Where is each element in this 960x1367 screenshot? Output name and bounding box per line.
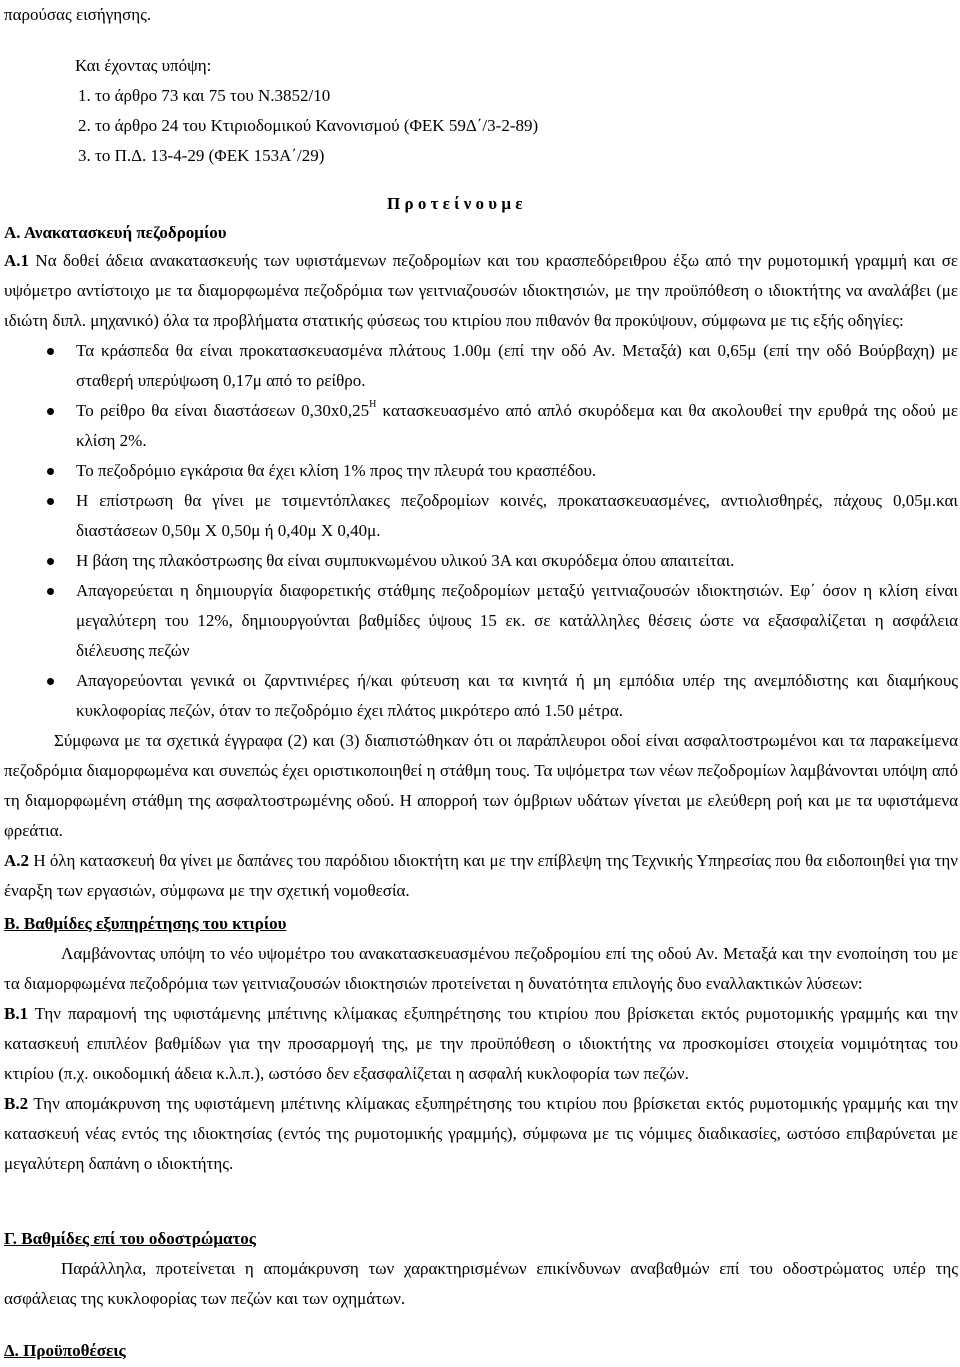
section-d-title: Δ. Προϋποθέσεις	[4, 1341, 126, 1360]
considering-heading: Και έχοντας υπόψη:	[75, 56, 212, 75]
b2-paragraph	[4, 1089, 958, 1179]
bullet-icon	[47, 348, 54, 355]
list-item: Η επίστρωση θα γίνει με τσιμεντόπλακες πεζοδρομίων κοινές, προκατασκευασμένες, αντιολισθηρές, πάχους 0,05μ.και διαστάσεων 0,50μ Χ 0,50μ ή 0,40μ Χ 0,40μ.	[4, 486, 958, 546]
list-item: Το πεζοδρόμιο εγκάρσια θα έχει κλίση 1% προς την πλευρά του κρασπέδου.	[4, 456, 958, 486]
b2-text: Την απομάκρυνση της υφιστάμενη μπέτινης κλίμακας εξυπηρέτησης του κτιρίου που βρίσκεται εκτός ρυμοτομικής γραμμής και την κατασκευή νέας εντός της ιδιοκτησίας (εντός της ρυμοτομικής γραμμής), σύμφωνα με τις νόμιμες διαδικασίες, ωστόσο επιβαρύνεται με μεγαλύτερη δαπάνη ο ιδιοκτήτης.	[4, 1094, 958, 1173]
section-b-intro: Λαμβάνοντας υπόψη το νέο υψομέτρο του ανακατασκευασμένου πεζοδρομίου επί της οδού Αν. Μεταξά και την ενοποίηση του με τα διαμορφωμένα πεζοδρόμια των γειτνιαζουσών ιδιοκτησιών προτείνεται η δυνατότητα επιλογής δυο εναλλακτικών λύσεων:	[4, 944, 958, 993]
a2-label: Α.2	[4, 851, 30, 870]
considering-item: 1. το άρθρο 73 και 75 του Ν.3852/10	[78, 86, 331, 105]
intro-tail: παρούσας εισήγησης.	[4, 5, 152, 24]
a1-bullet-list	[4, 336, 958, 726]
b2-label: Β.2	[4, 1094, 29, 1113]
list-item: Απαγορεύονται γενικά οι ζαρντινιέρες ή/και φύτευση και τα κινητά ή μη εμπόδια υπέρ της ανεμπόδιστης και διαμήκους κυκλοφορίας πεζών, όταν το πεζοδρόμιο έχει πλάτος μικρότερο από 1.50 μέτρα.	[4, 666, 958, 726]
considering-item: 2. το άρθρο 24 του Κτιριοδομικού Κανονισμού (ΦΕΚ 59Δ΄/3-2-89)	[78, 116, 539, 135]
a2-paragraph	[4, 846, 958, 906]
list-item: Η βάση της πλακόστρωσης θα είναι συμπυκνωμένου υλικού 3Α και σκυρόδεμα όπου απαιτείται.	[4, 546, 958, 576]
list-item: Το ρείθρο θα είναι διαστάσεων $0,30x0,25^H$ κατασκευασμένο από απλό σκυρόδεμα και θα ακολουθεί την ερυθρά της οδού με κλίση 2%.	[4, 396, 958, 456]
section-g-title: Γ. Βαθμίδες επί του οδοστρώματος	[4, 1229, 256, 1248]
a1-paragraph	[4, 246, 958, 336]
list-item: Απαγορεύεται η δημιουργία διαφορετικής στάθμης πεζοδρομίων μεταξύ γειτνιαζουσών ιδιοκτησιών. Εφ΄ όσον η κλίση είναι μεγαλύτερη του 12%, δημιουργούνται βαθμίδες ύψους 15 εκ. σε κατάλληλες θέσεις ώστε να εξασφαλίζεται η ασφάλεια διέλευσης πεζών	[4, 576, 958, 666]
considering-item: 3. το Π.Δ. 13-4-29 (ΦΕΚ 153Α΄/29)	[78, 146, 325, 165]
list-item: Τα κράσπεδα θα είναι προκατασκευασμένα πλάτους 1.00μ (επί την οδό Αν. Μεταξά) και 0,65μ (επί την οδό Βούρβαχη) με σταθερή υπερύψωση 0,17μ από το ρείθρο.	[4, 336, 958, 396]
superscript: Η	[369, 399, 377, 411]
section-a-title: Α. Ανακατασκευή πεζοδρομίου	[4, 223, 227, 242]
bullet-icon	[47, 558, 54, 565]
section-a-paragraph: Σύμφωνα με τα σχετικά έγγραφα (2) και (3) διαπιστώθηκαν ότι οι παράπλευροι οδοί είναι ασφαλτοστρωμένοι και τα παρακείμενα πεζοδρόμια διαμορφωμένα και συνεπώς έχει οριστικοποιηθεί η στάθμη τους. Τα υψόμετρα των νέων πεζοδρομίων λαμβάνονται υπόψη από τη διαμορφωμένη στάθμη της ασφαλτοστρωμένης οδού. Η απορροή των όμβριων υδάτων γίνεται με ελεύθερη ροή και με τα υφιστάμενα φρεάτια.	[4, 731, 958, 840]
section-b-title: Β. Βαθμίδες εξυπηρέτησης του κτιρίου	[4, 914, 287, 933]
bullet-icon	[47, 468, 54, 475]
b1-text: Την παραμονή της υφιστάμενης μπέτινης κλίμακας εξυπηρέτησης του κτιρίου που βρίσκεται εκτός ρυμοτομικής γραμμής και την κατασκευή επιπλέον βαθμίδων για την προσαρμογή της, με την προϋπόθεση ο ιδιοκτήτης να προσκομίσει στοιχεία νομιμότητας του κτιρίου (π.χ. οικοδομική άδεια κ.λ.π.), ωστόσο δεν εξασφαλίζεται η ασφαλή κυκλοφορία των πεζών.	[4, 1004, 958, 1083]
considering-block	[75, 51, 538, 171]
section-g-text: Παράλληλα, προτείνεται η απομάκρυνση των χαρακτηρισμένων επικίνδυνων αναβαθμών επί του οδοστρώματος υπέρ της ασφάλειας της κυκλοφορίας των πεζών και των οχημάτων.	[4, 1259, 958, 1308]
bullet-icon	[47, 408, 54, 415]
bullet-icon	[47, 498, 54, 505]
bullet-icon	[47, 588, 54, 595]
b1-paragraph	[4, 999, 958, 1089]
section-b	[4, 909, 958, 1179]
a1-text: Να δοθεί άδεια ανακατασκευής των υφιστάμενων πεζοδρομίων και του κρασπεδόρειθρου έξω από την ρυμοτομική γραμμή και σε υψόμετρο αντίστοιχο με τα διαμορφωμένα πεζοδρόμια των γειτνιαζουσών ιδιοκτησιών, με την προϋπόθεση ο ιδιοκτήτης να αναλάβει (με ιδιώτη διπλ. μηχανικό) όλα τα προβλήματα στατικής φύσεως του κτιρίου που πιθανόν θα προκύψουν, σύμφωνα με τις εξής οδηγίες:	[4, 251, 958, 330]
bullet-icon	[47, 678, 54, 685]
propose-heading: Π ρ ο τ ε ί ν ο υ μ ε	[387, 194, 523, 213]
b1-label: Β.1	[4, 1004, 29, 1023]
a1-label: Α.1	[4, 251, 30, 270]
section-g	[4, 1224, 958, 1314]
a2-text: Η όλη κατασκευή θα γίνει με δαπάνες του παρόδιου ιδιοκτήτη και με την επίβλεψη της Τεχνικής Υπηρεσίας που θα ειδοποιηθεί για την έναρξη των εργασιών, σύμφωνα με την σχετική νομοθεσία.	[4, 851, 958, 900]
section-a-body	[4, 246, 958, 906]
